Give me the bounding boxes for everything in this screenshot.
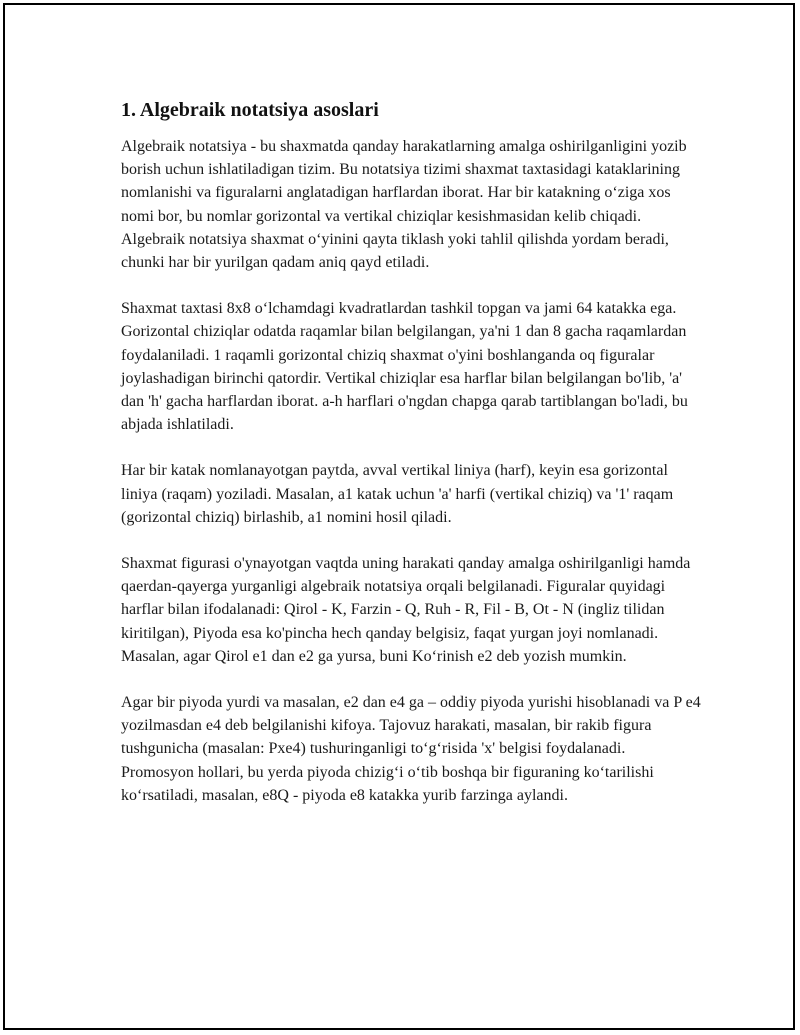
document-body (121, 97, 701, 830)
section-heading: 1. Algebraik notatsiya asoslari (121, 99, 379, 121)
paragraph-1: Algebraik notatsiya - bu shaxmatda qanday harakatlarning amalga oshirilganligini yozib borish uchun ishlatiladigan tizim. Bu notatsiya tizimi shaxmat taxtasidagi kataklarining nomlanishi va figuralarni anglatadigan harflardan iborat. Har bir katakning o‘ziga xos nomi bor, bu nomlar gorizontal va vertikal chiziqlar kesishmasidan kelib chiqadi. Algebraik notatsiya shaxmat o‘yinini qayta tiklash yoki tahlil qilishda yordam beradi, chunki har bir yurilgan qadam aniq qayd etiladi. (121, 138, 687, 272)
paragraph-3: Har bir katak nomlanayotgan paytda, avval vertikal liniya (harf), keyin esa gorizontal liniya (raqam) yoziladi. Masalan, a1 katak uchun 'a' harfi (vertikal chiziq) va '1' raqam (gorizontal chiziq) birlashib, a1 nomini hosil qiladi. (121, 462, 674, 526)
paragraph-4: Shaxmat figurasi o'ynayotgan vaqtda uning harakati qanday amalga oshirilganligi hamda qaerdan-qayerga yurganligi algebraik notatsiya orqali belgilanadi. Figuralar quyidagi harflar bilan ifodalanadi: Qirol - K, Farzin - Q, Ruh - R, Fil - B, Ot - N (ingliz tilidan kiritilgan), Piyoda esa ko'pincha hech qanday belgisiz, faqat yurgan joyi nomlanadi. Masalan, agar Qirol e1 dan e2 ga yursa, buni Ko‘rinish e2 deb yozish mumkin. (121, 555, 691, 665)
page-frame (3, 3, 795, 1030)
paragraph-2: Shaxmat taxtasi 8x8 o‘lchamdagi kvadratlardan tashkil topgan va jami 64 katakka ega. Gorizontal chiziqlar odatda raqamlar bilan belgilangan, ya'ni 1 dan 8 gacha raqamlardan foydalaniladi. 1 raqamli gorizontal chiziq shaxmat o'yini boshlanganda oq figuralar joylashadigan birinchi qatordir. Vertikal chiziqlar esa harflar bilan belgilangan bo'lib, 'a' dan 'h' gacha harflardan iborat. a-h harflari o'ngdan chapga qarab tartiblangan bo'ladi, bu abjada ishlatiladi. (121, 300, 688, 434)
paragraph-5: Agar bir piyoda yurdi va masalan, e2 dan e4 ga – oddiy piyoda yurishi hisoblanadi va P e4 yozilmasdan e4 deb belgilanishi kifoya. Tajovuz harakati, masalan, bir rakib figura tushgunicha (masalan: Pxe4) tushuringanligi to‘g‘risida 'x' belgisi foydalanadi. Promosyon hollari, bu yerda piyoda chizig‘i o‘tib boshqa bir figuraning ko‘tarilishi ko‘rsatiladi, masalan, e8Q - piyoda e8 katakka yurib farzinga aylandi. (121, 694, 701, 804)
